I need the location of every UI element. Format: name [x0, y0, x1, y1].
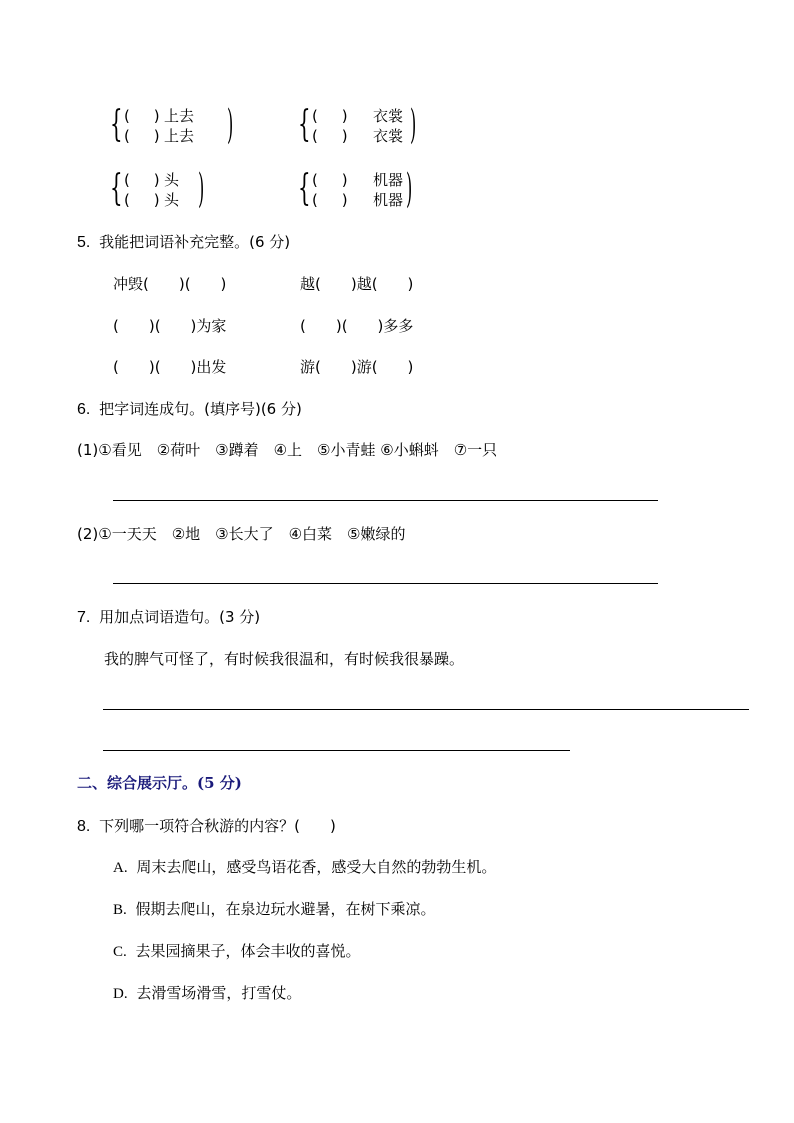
option-label: A. — [113, 860, 128, 876]
right-paren-icon: ) — [198, 166, 205, 212]
answer-line[interactable] — [103, 709, 749, 710]
option-b[interactable] — [113, 899, 436, 920]
blank-input[interactable]: ( ) — [312, 107, 348, 125]
question-6 — [77, 399, 302, 420]
brace-group-4 — [298, 168, 428, 212]
question-prompt: 用加点词语造句。(3 分) — [99, 608, 261, 626]
section-title: 二、综合展示厅。(5 分) — [77, 774, 242, 792]
left-brace-icon: { — [110, 168, 123, 209]
option-label: C. — [113, 944, 127, 960]
q5-item-1[interactable]: 冲毁( )( ) — [113, 275, 227, 293]
q5-item-5[interactable]: ( )( )出发 — [113, 358, 227, 376]
right-paren-icon: ) — [227, 102, 234, 148]
brace-row: ( ) 机器 — [312, 171, 404, 189]
question-number: 7. — [77, 609, 91, 626]
option-c[interactable] — [113, 941, 361, 962]
blank-input[interactable]: ( ) — [312, 191, 348, 209]
right-paren-icon: ) — [406, 166, 413, 212]
question-number: 8. — [77, 818, 91, 835]
brace-row: ( ) 头 — [124, 171, 180, 189]
q6-sub-2: (2)①一天天 ②地 ③长大了 ④白菜 ⑤嫩绿的 — [77, 525, 406, 543]
option-text: 周末去爬山，感受鸟语花香，感受大自然的勃勃生机。 — [136, 858, 497, 876]
right-paren-icon: ) — [410, 102, 417, 148]
blank-input[interactable]: ( ) — [124, 171, 160, 189]
question-8 — [77, 816, 336, 837]
brace-row: ( ) 衣裳 — [312, 127, 404, 145]
blank-input[interactable]: ( ) — [124, 107, 160, 125]
brace-group-3 — [110, 168, 240, 212]
option-label: B. — [113, 902, 127, 918]
left-brace-icon: { — [110, 104, 123, 145]
brace-row: ( ) 机器 — [312, 191, 404, 209]
brace-row: ( ) 上去 — [124, 107, 195, 125]
option-label: D. — [113, 986, 128, 1002]
answer-line[interactable] — [113, 500, 658, 501]
question-7 — [77, 607, 260, 628]
question-prompt[interactable]: 下列哪一项符合秋游的内容？( ) — [99, 817, 336, 835]
brace-row: ( ) 衣裳 — [312, 107, 404, 125]
q5-item-3[interactable]: ( )( )为家 — [113, 317, 227, 335]
left-brace-icon: { — [298, 104, 311, 145]
blank-input[interactable]: ( ) — [124, 127, 160, 145]
question-5 — [77, 232, 290, 253]
option-d[interactable] — [113, 983, 301, 1004]
q5-item-6[interactable]: 游( )游( ) — [300, 358, 414, 376]
q5-item-2[interactable]: 越( )越( ) — [300, 275, 414, 293]
brace-group-1 — [110, 104, 240, 148]
answer-line[interactable] — [113, 583, 658, 584]
option-a[interactable] — [113, 857, 496, 878]
blank-input[interactable]: ( ) — [124, 191, 160, 209]
question-prompt: 我能把词语补充完整。(6 分) — [99, 233, 291, 251]
option-text: 去滑雪场滑雪，打雪仗。 — [136, 984, 302, 1002]
brace-group-2 — [298, 104, 428, 148]
question-number: 5. — [77, 234, 91, 251]
q6-sub-1: (1)①看见 ②荷叶 ③蹲着 ④上 ⑤小青蛙 ⑥小蝌蚪 ⑦一只 — [77, 441, 498, 459]
blank-input[interactable]: ( ) — [312, 171, 348, 189]
answer-line[interactable] — [103, 750, 570, 751]
blank-input[interactable]: ( ) — [312, 127, 348, 145]
question-number: 6. — [77, 401, 91, 418]
option-text: 去果园摘果子，体会丰收的喜悦。 — [135, 942, 361, 960]
q5-item-4[interactable]: ( )( )多多 — [300, 317, 414, 335]
brace-row: ( ) 上去 — [124, 127, 195, 145]
left-brace-icon: { — [298, 168, 311, 209]
question-prompt: 把字词连成句。(填序号)(6 分) — [99, 400, 302, 418]
option-text: 假期去爬山，在泉边玩水避暑，在树下乘凉。 — [135, 900, 436, 918]
brace-row: ( ) 头 — [124, 191, 180, 209]
q7-sentence: 我的脾气可怪了，有时候我很温和，有时候我很暴躁。 — [104, 650, 465, 668]
